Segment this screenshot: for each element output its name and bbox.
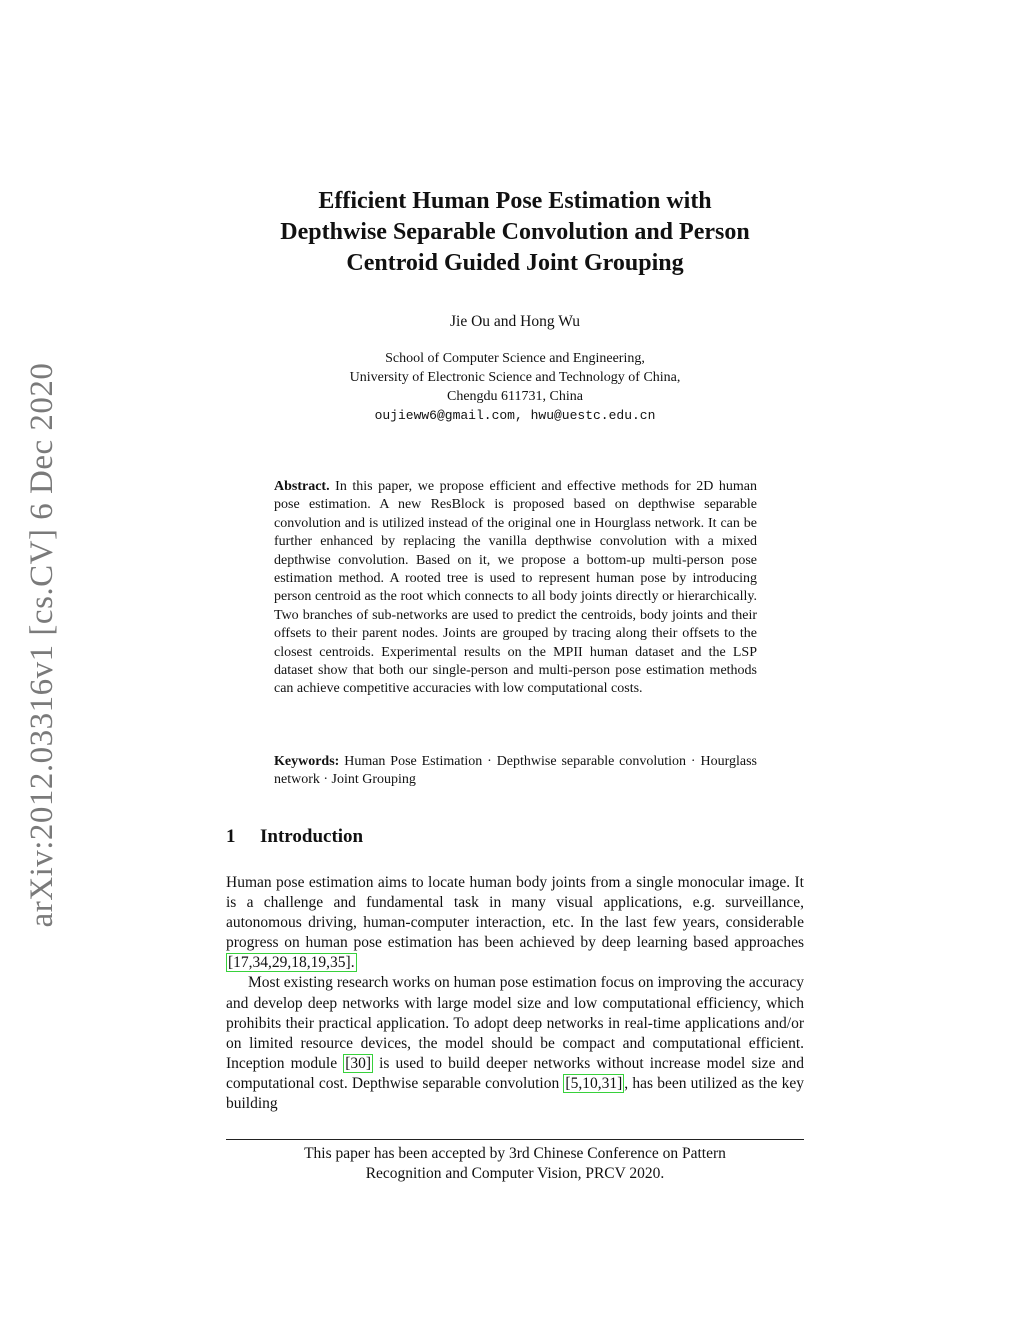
citation-bracket: [: [228, 954, 234, 972]
keywords-label: Keywords:: [274, 754, 340, 769]
citation-bracket: ].: [345, 954, 355, 972]
abstract-text: In this paper, we propose efficient and effective methods for 2D human pose estimation. A new ResBlock is proposed based on depthwise separable convolution and is utilized instead of the original one in Hourglass network. It can be further enhanced by replacing the vanilla depthwise convolution with a mixed depthwise convolution. Based on it, we propose a bottom-up multi-person pose estimation method. A rooted tree is used to represent human pose by introducing person centroid as the root which connects to all body joints directly or hierarchically. Two branches of sub-networks are used to predict the centroids, body joints and their offsets to their parent nodes. Joints are grouped by tracing along their offsets to the closest centroids. Experimental results on the MPII human dataset and the LSP dataset show that both our single-person and multi-person pose estimation methods can achieve competitive accuracies with low computational costs.: [274, 479, 757, 697]
citation-number[interactable]: 17: [233, 954, 249, 972]
abstract-label: Abstract.: [274, 479, 330, 494]
affiliation: [200, 349, 830, 425]
citation-link[interactable]: [30]: [345, 1054, 372, 1072]
footnote-divider: [226, 1139, 804, 1140]
paragraph-text: Most existing research works on human pose estimation focus on improving the accuracy and develop deep networks with large model size and low computational efficiency, which prohibits their practical application. To adopt deep networks in real-time applications and/or on limited resource devices, the model should be compact and computational efficient. Inception module: [226, 974, 804, 1072]
affiliation-line: University of Electronic Science and Technology of China,: [349, 370, 681, 385]
section-number: 1: [226, 826, 236, 847]
author-emails: oujieww6@gmail.com, hwu@uestc.edu.cn: [374, 408, 656, 423]
footnote-line: This paper has been accepted by 3rd Chinese Conference on Pattern: [304, 1145, 726, 1162]
paper-title: [200, 186, 830, 279]
citation-number[interactable]: 29: [271, 954, 288, 972]
authors: Jie Ou and Hong Wu: [450, 313, 580, 330]
paragraph: [226, 873, 804, 973]
citation-number[interactable]: 5: [570, 1074, 579, 1092]
paragraph-text: , has been utilized as the key building: [226, 1074, 804, 1113]
paragraph-text: Human pose estimation aims to locate human body joints from a single monocular image. It is a challenge and fundamental task in many visual applications, e.g. surveillance, autonomous driving, human-computer interaction, etc. In the last few years, considerable progress on human pose estimation has been achieved by deep learning based approaches: [226, 874, 804, 952]
paragraph-text: is used to build deeper networks without increase model size and computational cost. Depthwise separable convolution: [226, 1054, 804, 1092]
affiliation-line: Chengdu 611731, China: [447, 389, 583, 404]
citation-number[interactable]: 31: [601, 1074, 618, 1092]
citation-number[interactable]: 18: [291, 954, 307, 972]
citation-group-link[interactable]: [17,34,29,18,19,35].: [228, 954, 355, 972]
keywords-text: Human Pose Estimation · Depthwise separable convolution · Hourglass network · Joint Grouping: [274, 754, 757, 788]
citation-bracket: ]: [617, 1074, 623, 1092]
arxiv-identifier-stamp: arXiv:2012.03316v1 [cs.CV] 6 Dec 2020: [24, 362, 60, 928]
title-line: Depthwise Separable Convolution and Person: [280, 219, 750, 245]
abstract: [274, 478, 757, 699]
citation-number[interactable]: 19: [310, 954, 327, 972]
keywords: [274, 753, 757, 790]
citation-bracket: [: [565, 1074, 571, 1092]
title-line: Centroid Guided Joint Grouping: [346, 250, 684, 276]
citation-number[interactable]: 34: [252, 954, 269, 972]
paragraph: [226, 973, 804, 1114]
introduction-body: [226, 873, 804, 1114]
section-heading-introduction: [226, 826, 363, 848]
footnote-line: Recognition and Computer Vision, PRCV 2020.: [365, 1165, 665, 1182]
affiliation-line: School of Computer Science and Engineering,: [385, 351, 645, 366]
citation-group-link[interactable]: [5,10,31]: [565, 1074, 623, 1092]
citation-number[interactable]: 10: [582, 1074, 598, 1092]
section-title: Introduction: [260, 826, 364, 847]
footnote: [226, 1144, 804, 1184]
title-line: Efficient Human Pose Estimation with: [318, 188, 712, 214]
citation-number[interactable]: 35: [330, 954, 346, 972]
